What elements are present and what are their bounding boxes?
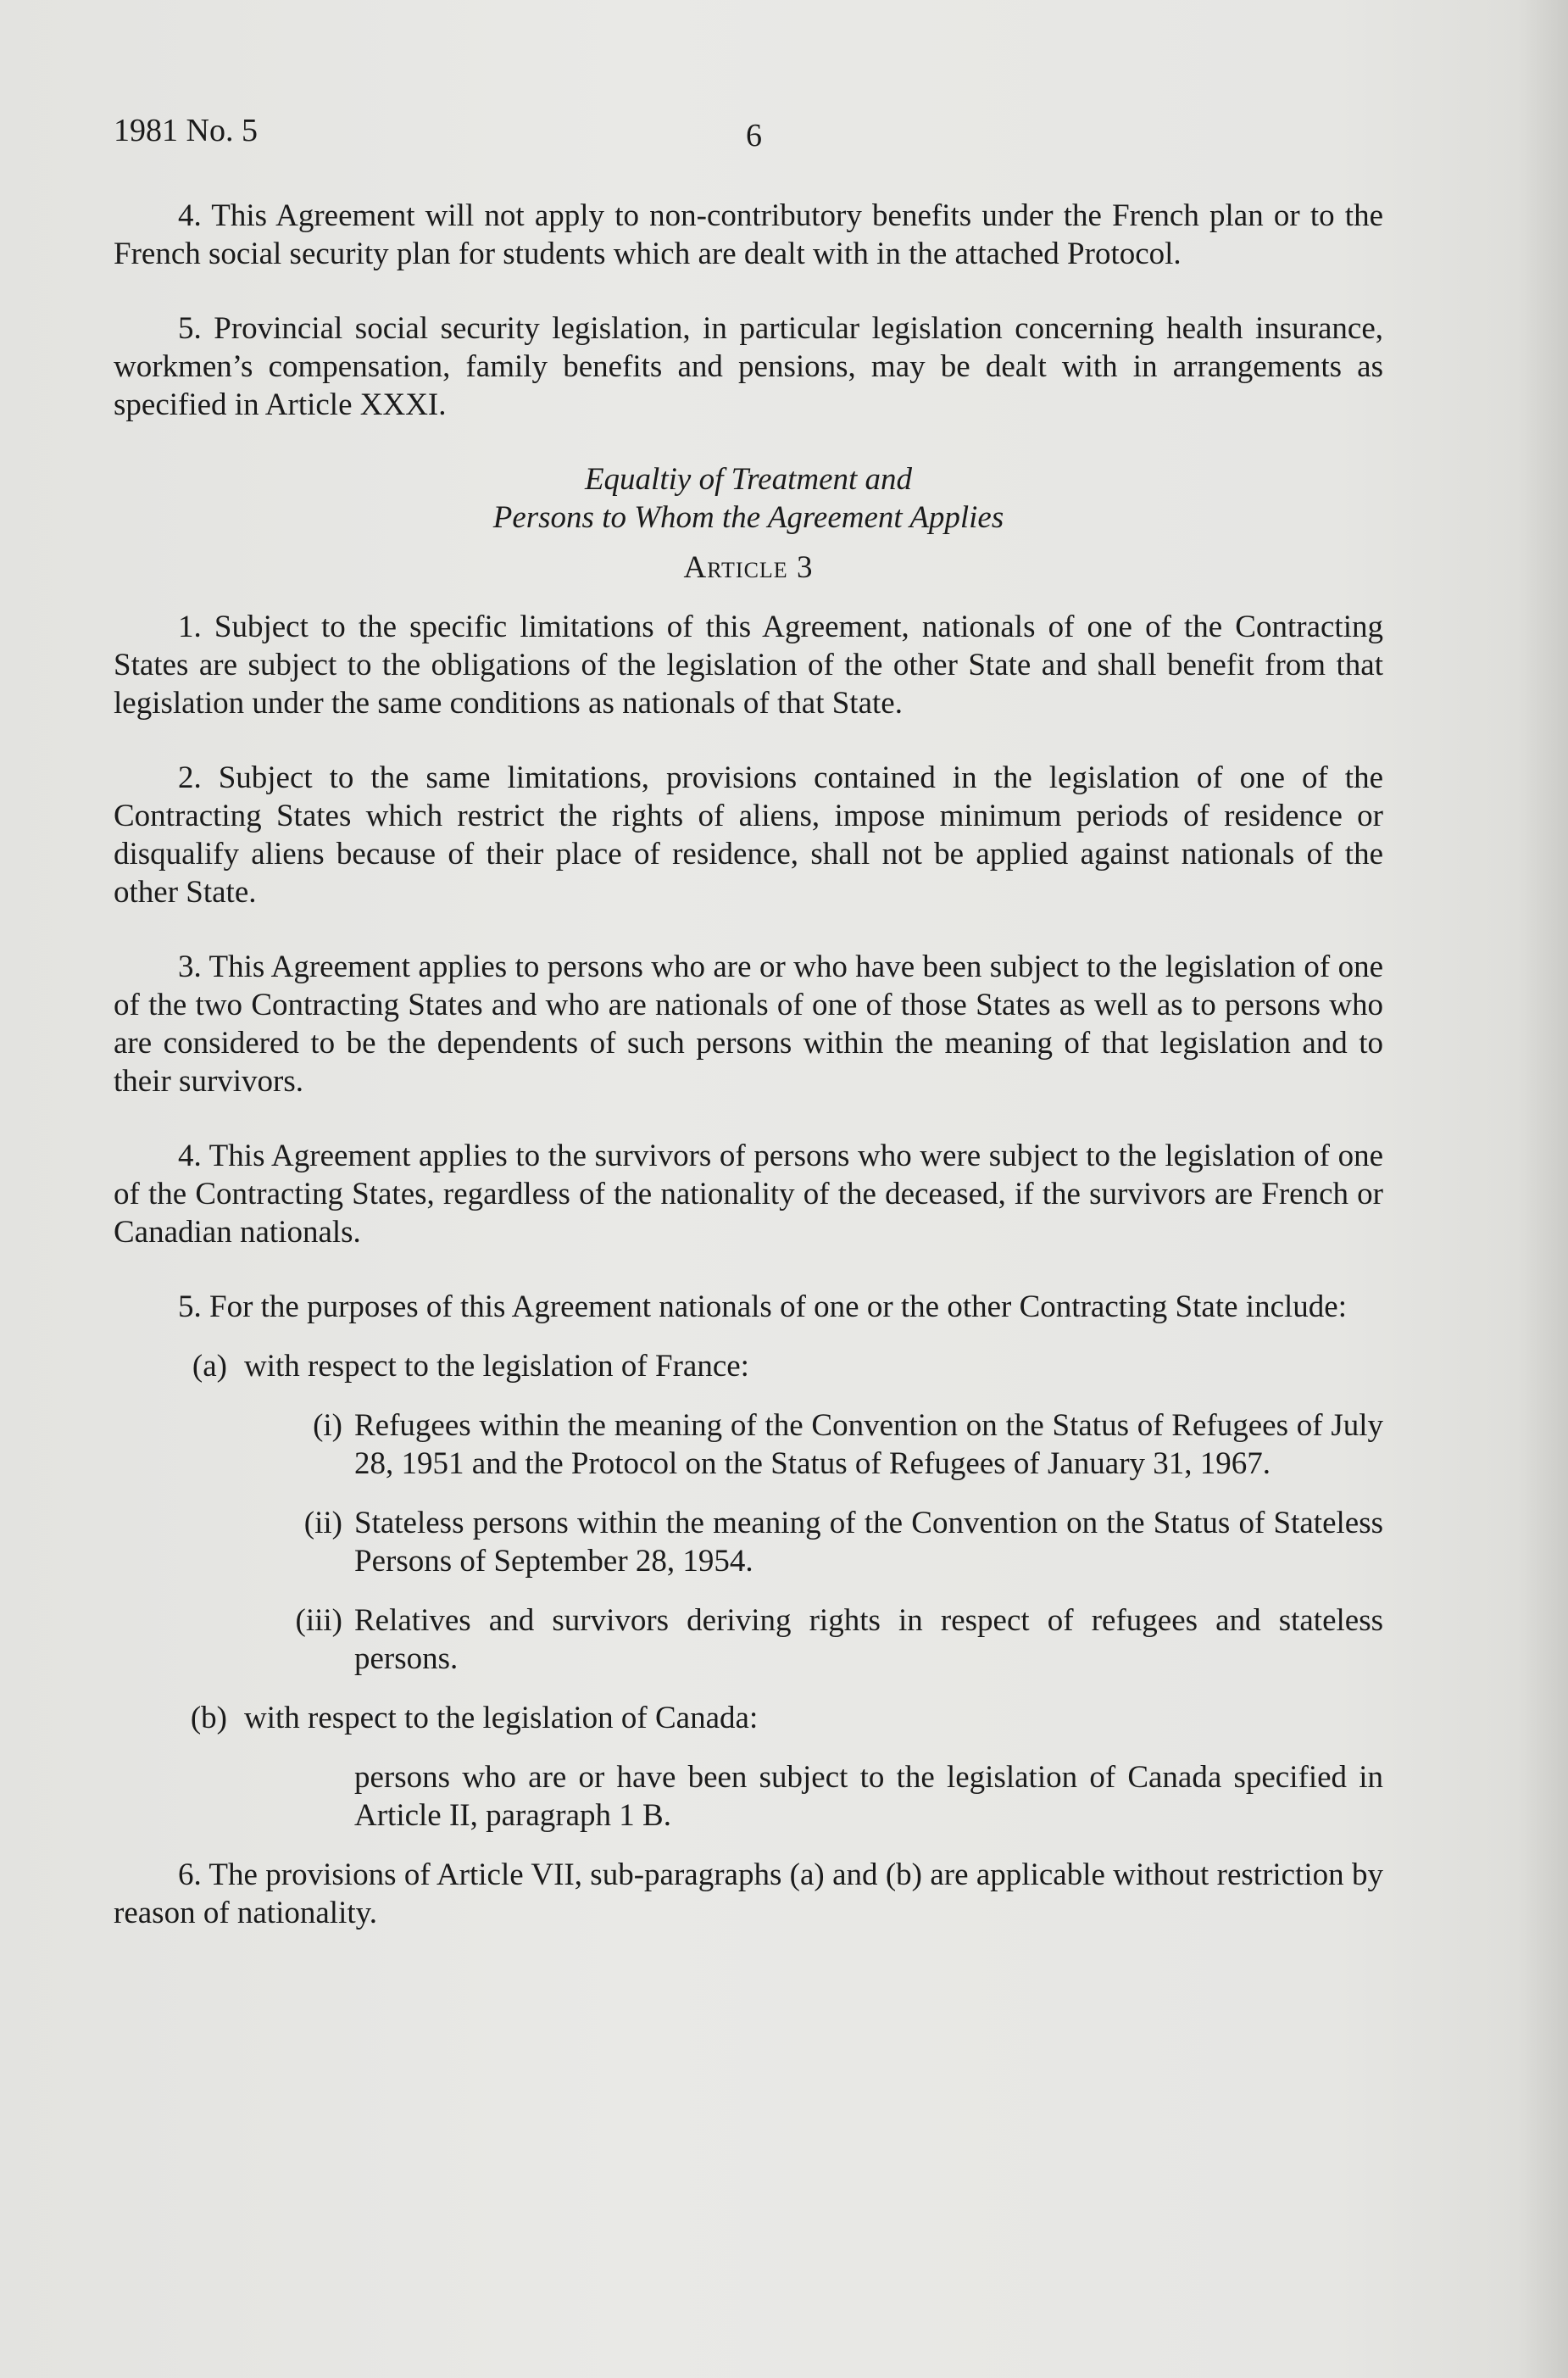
article-3-paragraph-5: 5. For the purposes of this Agreement nationals of one or the other Contracting State include: (178, 1289, 1347, 1324)
article-3-paragraph-4: 4. This Agreement applies to the survivors of persons who were subject to the legislation of one of the Contracting States, regardless of the nationality of the deceased, if the survivors are French or Canadian nationals. (114, 1139, 1383, 1250)
page-number: 6 (746, 118, 762, 153)
section-heading (114, 460, 1383, 537)
paragraph-5: 5. Provincial social security legislation, in particular legislation concerning health insurance, workmen’s compensation, family benefits and pensions, may be dealt with in arrangements as specified in Article XXXI. (114, 311, 1383, 422)
list-item-ii (283, 1504, 1383, 1580)
article-3-paragraph-2: 2. Subject to the same limitations, provisions contained in the legislation of one of the Contracting States which restrict the rights of aliens, impose minimum periods of residence or disqualify aliens because of their place of residence, shall not be applied against nationals of the other State. (114, 760, 1383, 910)
list-item-text: Stateless persons within the meaning of the Convention on the Status of Stateless Persons of September 28, 1954. (354, 1506, 1383, 1579)
section-heading-line-1: Equaltiy of Treatment and (584, 462, 913, 497)
list-marker: (b) (190, 1701, 227, 1735)
page-spine-shadow (1517, 0, 1568, 2378)
list-item-text: Relatives and survivors deriving rights in respect of refugees and stateless persons. (354, 1603, 1383, 1676)
article-3-paragraph-1: 1. Subject to the specific limitations of this Agreement, nationals of one of the Contracting States are subject to the obligations of the legislation of the other State and shall benefit from that legislation under the same conditions as nationals of that State. (114, 610, 1383, 721)
list-marker: (i) (313, 1408, 342, 1443)
list-item-b-detail: persons who are or have been subject to the legislation of Canada specified in Article II, paragraph 1 B. (354, 1760, 1383, 1833)
list-item-iii (283, 1601, 1383, 1678)
list-marker: (a) (192, 1349, 227, 1384)
list-item-text: with respect to the legislation of Canada: (244, 1701, 759, 1735)
article-3-paragraph-3: 3. This Agreement applies to persons who are or who have been subject to the legislation of one of the two Contracting States and who are nationals of one of those States as well as to persons who are considered to be the dependents of such persons within the meaning of that legislation and to their survivors. (114, 950, 1383, 1099)
document-body (114, 197, 1383, 1932)
article-title: Article 3 (683, 550, 814, 585)
list-item-text: Refugees within the meaning of the Convention on the Status of Refugees of July 28, 1951 and the Protocol on the Status of Refugees of January 31, 1967. (354, 1408, 1383, 1481)
list-item-i (283, 1406, 1383, 1483)
list-marker: (ii) (303, 1506, 342, 1540)
list-item-a (183, 1347, 1383, 1385)
list-marker: (iii) (295, 1603, 342, 1638)
section-heading-line-2: Persons to Whom the Agreement Applies (492, 500, 1004, 535)
article-3-paragraph-6: 6. The provisions of Article VII, sub-paragraphs (a) and (b) are applicable without restriction by reason of nationality. (114, 1857, 1383, 1930)
list-item-b (183, 1699, 1383, 1737)
list-item-text: with respect to the legislation of France: (244, 1349, 749, 1384)
page-header: 1981 No. 5 (114, 113, 258, 148)
paragraph-4: 4. This Agreement will not apply to non-contributory benefits under the French plan or to the French social security plan for students which are dealt with in the attached Protocol. (114, 198, 1383, 271)
